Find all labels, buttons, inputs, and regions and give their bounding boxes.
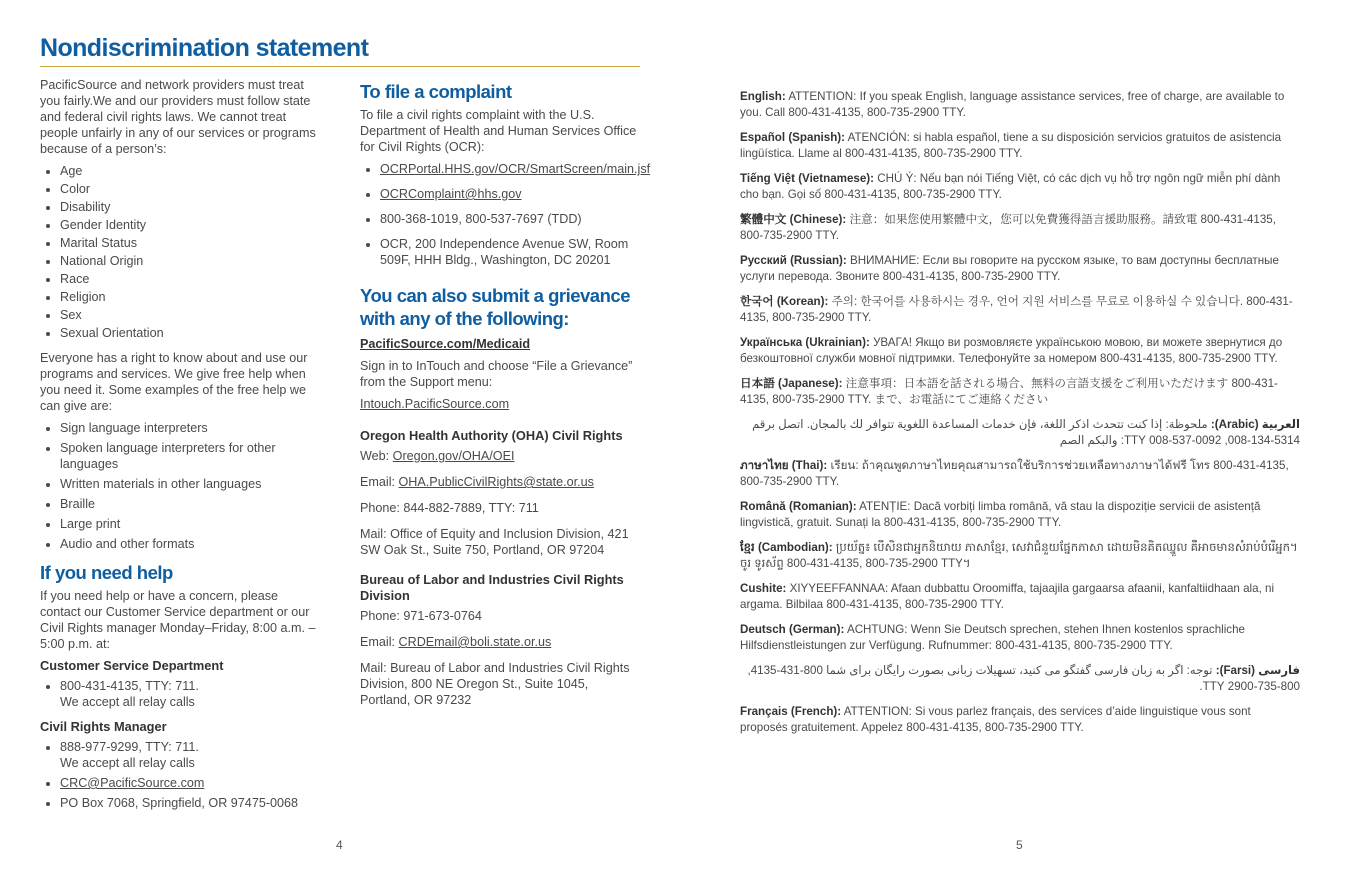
- language-label: Русский (Russian):: [740, 254, 847, 267]
- right-page: [680, 0, 1360, 880]
- language-notice: [740, 335, 1300, 366]
- list-item: • Audio and other formats: [60, 536, 320, 552]
- oha-heading: Oregon Health Authority (OHA) Civil Rights: [360, 428, 623, 443]
- page-number-right: 5: [1016, 838, 1023, 852]
- language-text: توجه: اگر به زبان فارسی گفتگو می کنید، تسهیلات زبانی بصورت رایگان برای شما 800-431-4135, 800-735-2900 TTY.: [747, 664, 1300, 693]
- list-item: [380, 186, 640, 202]
- customer-service-list: [40, 678, 320, 710]
- boli-mail: Mail: Bureau of Labor and Industries Civil Rights Division, 800 NE Oregon St., Suite 1045, Portland, OR 97232: [360, 661, 630, 707]
- list-item: [60, 678, 320, 710]
- language-text: ACHTUNG: Wenn Sie Deutsch sprechen, stehen Ihnen kostenlos sprachliche Hilfsdienstleistungen zur Verfügung. Rufnummer: 800-431-4135, 800-735-2900 TTY.: [740, 623, 1245, 652]
- need-help-paragraph: If you need help or have a concern, please contact our Customer Service department or our Civil Rights manager Monday–Friday, 8:00 a.m. – 5:00 p.m. at:: [40, 589, 316, 651]
- middle-column: [360, 80, 651, 714]
- language-text: ВНИМАНИЕ: Если вы говорите на русском языке, то вам доступны бесплатные услуги перевода. Звоните 800-431-4135, 800-735-2900 TTY.: [740, 254, 1279, 283]
- language-label: Tiếng Việt (Vietnamese):: [740, 172, 875, 185]
- crc-email-link[interactable]: CRC@PacificSource.com: [60, 776, 205, 790]
- language-notice: [740, 212, 1300, 243]
- boli-email-label: Email:: [360, 635, 399, 649]
- list-item: [60, 739, 320, 771]
- language-text: УВАГА! Якщо ви розмовляєте українською мовою, ви можете звернутися до безкоштовної служби мовної підтримки. Телефонуйте за номером 800-431-4135, 800-735-2900 TTY.: [740, 336, 1283, 365]
- language-notice: [740, 253, 1300, 284]
- civil-rights-manager-heading: Civil Rights Manager: [40, 719, 167, 734]
- boli-email: [360, 634, 640, 650]
- list-item: • Sign language interpreters: [60, 420, 320, 436]
- language-label: 繁體中文 (Chinese):: [740, 213, 847, 226]
- language-notice: [740, 417, 1300, 448]
- medicaid-link[interactable]: PacificSource.com/Medicaid: [360, 337, 531, 351]
- language-text: 注意：如果您使用繁體中文，您可以免費獲得語言援助服務。請致電 800-431-4135, 800-735-2900 TTY.: [740, 213, 1276, 242]
- free-help-list: [40, 420, 320, 552]
- language-notice: [740, 294, 1300, 325]
- language-text: ملحوظة: إذا كنت تتحدث اذكر اللغة، فإن خدمات المساعدة اللغوية تتوافر لك بالمجان. اتصل برقم 5314-134-008, 0092-537-008 TTY: والبكم الصم: [752, 418, 1300, 447]
- language-notice: [740, 458, 1300, 489]
- language-label: Français (French):: [740, 705, 842, 718]
- relay-note: We accept all relay calls: [60, 695, 195, 709]
- left-column: [40, 77, 320, 820]
- civil-rights-phone: 888-977-9299, TTY: 711.: [60, 740, 199, 754]
- oha-phone: Phone: 844-882-7889, TTY: 711: [360, 501, 539, 515]
- language-label: Cushite:: [740, 582, 787, 595]
- language-notice: [740, 171, 1300, 202]
- language-label: العربية (Arabic):: [1210, 418, 1300, 431]
- list-item: • National Origin: [60, 253, 320, 269]
- language-text: ATENȚIE: Dacă vorbiți limba română, vă stau la dispoziție servicii de asistență lingvistică, gratuit. Sunați la 800-431-4135, 800-735-2900 TTY.: [740, 500, 1261, 529]
- page-title: Nondiscrimination statement: [40, 34, 369, 62]
- boli-phone: Phone: 971-673-0764: [360, 609, 482, 623]
- language-notice: [740, 540, 1300, 571]
- page-number-left: 4: [336, 838, 343, 852]
- language-notice: [740, 89, 1300, 120]
- complaint-heading: To file a complaint: [360, 81, 512, 102]
- language-label: Українська (Ukrainian):: [740, 336, 870, 349]
- list-item: • Large print: [60, 516, 320, 532]
- oha-web: [360, 448, 640, 464]
- customer-service-phone: 800-431-4135, TTY: 711.: [60, 679, 199, 693]
- free-help-paragraph: Everyone has a right to know about and use our programs and services. We give free help when you need it. Some examples of the free help we can give are:: [40, 351, 308, 413]
- language-text: ATTENTION: Si vous parlez français, des services d’aide linguistique vous sont proposés gratuitement. Appelez 800-431-4135, 800-735-2900 TTY.: [740, 705, 1251, 734]
- language-text: ATTENTION: If you speak English, language assistance services, free of charge, are available to you. Call 800-431-4135, 800-735-2900 TTY.: [740, 90, 1285, 119]
- list-item: • Sexual Orientation: [60, 325, 320, 341]
- language-label: ภาษาไทย (Thai):: [740, 459, 828, 472]
- civil-rights-manager-list: [40, 739, 320, 811]
- language-notice: [740, 581, 1300, 612]
- language-text: 주의: 한국어를 사용하시는 경우, 언어 지원 서비스를 무료로 이용하실 수 있습니다. 800-431-4135, 800-735-2900 TTY.: [740, 295, 1293, 324]
- language-label: 日本語 (Japanese):: [740, 377, 843, 390]
- language-notice: [740, 130, 1300, 161]
- oha-email-label: Email:: [360, 475, 399, 489]
- list-item: • Age: [60, 163, 320, 179]
- language-text: CHÚ Ý: Nếu bạn nói Tiếng Việt, có các dịch vụ hỗ trợ ngôn ngữ miễn phí dành cho bạn. Gọi số 800-431-4135, 800-735-2900 TTY.: [740, 172, 1281, 201]
- language-notice: [740, 499, 1300, 530]
- list-item: • Sex: [60, 307, 320, 323]
- list-item: • Marital Status: [60, 235, 320, 251]
- oha-email: [360, 474, 640, 490]
- oha-web-link[interactable]: Oregon.gov/OHA/OEI: [392, 449, 515, 463]
- language-text: XIYYEEFFANNAA: Afaan dubbattu Oroomiffa, tajaajila gargaarsa afaanii, kanfaltiidhaan ala, ni argama. Bilbilaa 800-431-4135, 800-735-2900 TTY.: [740, 582, 1275, 611]
- intouch-link[interactable]: Intouch.PacificSource.com: [360, 397, 510, 411]
- intouch-paragraph: Sign in to InTouch and choose “File a Grievance” from the Support menu:: [360, 359, 633, 389]
- oha-web-label: Web:: [360, 449, 393, 463]
- oha-mail: Mail: Office of Equity and Inclusion Division, 421 SW Oak St., Suite 750, Portland, OR 97204: [360, 527, 629, 557]
- language-text: เรียน: ถ้าคุณพูดภาษาไทยคุณสามารถใช้บริการช่วยเหลือทางภาษาได้ฟรี โทร 800-431-4135, 800-735-2900 TTY.: [740, 459, 1289, 488]
- language-label: فارسی (Farsi):: [1215, 664, 1300, 677]
- list-item: • Spoken language interpreters for other languages: [60, 440, 320, 472]
- protected-classes-list: [40, 163, 320, 341]
- list-item: • OCR, 200 Independence Avenue SW, Room 509F, HHH Bldg., Washington, DC 20201: [380, 236, 640, 268]
- grievance-heading: You can also submit a grievance with any of the following:: [360, 285, 630, 329]
- language-notice: [740, 704, 1300, 735]
- boli-heading: Bureau of Labor and Industries Civil Rights Division: [360, 572, 624, 603]
- list-item: • Disability: [60, 199, 320, 215]
- language-label: Español (Spanish):: [740, 131, 845, 144]
- list-item: [380, 161, 651, 177]
- language-text: ប្រយ័ត្ន៖ បើសិនជាអ្នកនិយាយ ភាសាខ្មែរ, សេវាជំនួយផ្នែកភាសា ដោយមិនគិតឈ្នួល គឺអាចមានសំរាប់បំរើអ្នក។ ចូរ ទូរស័ព្ទ 800-431-4135, 800-735-2900 TTY។: [740, 541, 1298, 570]
- ocr-portal-link[interactable]: OCRPortal.HHS.gov/OCR/SmartScreen/main.jsf: [380, 162, 651, 176]
- list-item: • Written materials in other languages: [60, 476, 320, 492]
- language-text: 注意事項：日本語を話される場合、無料の言語支援をご利用いただけます 800-431-4135, 800-735-2900 TTY. まで、お電話にてご連絡ください: [740, 377, 1278, 406]
- ocr-email-link[interactable]: OCRComplaint@hhs.gov: [380, 187, 522, 201]
- ocr-contact-list: [360, 161, 651, 268]
- language-notice: [740, 376, 1300, 407]
- boli-email-link[interactable]: CRDEmail@boli.state.or.us: [398, 635, 552, 649]
- relay-note: We accept all relay calls: [60, 756, 195, 770]
- language-text: ATENCIÓN: si habla español, tiene a su disposición servicios gratuitos de asistencia lingüística. Llame al 800-431-4135, 800-735-2900 TTY.: [740, 131, 1282, 160]
- list-item: • Braille: [60, 496, 320, 512]
- list-item: • Gender Identity: [60, 217, 320, 233]
- language-label: Română (Romanian):: [740, 500, 857, 513]
- need-help-heading: If you need help: [40, 562, 173, 583]
- language-label: Deutsch (German):: [740, 623, 845, 636]
- list-item: • Religion: [60, 289, 320, 305]
- intro-paragraph: PacificSource and network providers must treat you fairly.We and our providers must follow state and federal civil rights laws. We cannot treat people unfairly in any of our services or programs because of a person’s:: [40, 78, 316, 156]
- language-label: English:: [740, 90, 786, 103]
- list-item: • PO Box 7068, Springfield, OR 97475-0068: [60, 795, 320, 811]
- complaint-paragraph: To file a civil rights complaint with the U.S. Department of Health and Human Services Office for Civil Rights (OCR):: [360, 108, 637, 154]
- language-label: ខ្មែរ (Cambodian):: [740, 541, 833, 554]
- title-divider: [40, 66, 640, 67]
- list-item: • Color: [60, 181, 320, 197]
- list-item: • 800-368-1019, 800-537-7697 (TDD): [380, 211, 640, 227]
- language-label: 한국어 (Korean):: [740, 295, 829, 308]
- language-notice: [740, 622, 1300, 653]
- list-item: • Race: [60, 271, 320, 287]
- list-item: [60, 775, 320, 791]
- language-notice: [740, 663, 1300, 694]
- oha-email-link[interactable]: OHA.PublicCivilRights@state.or.us: [398, 475, 594, 489]
- customer-service-heading: Customer Service Department: [40, 658, 224, 673]
- language-assistance-list: [740, 89, 1300, 745]
